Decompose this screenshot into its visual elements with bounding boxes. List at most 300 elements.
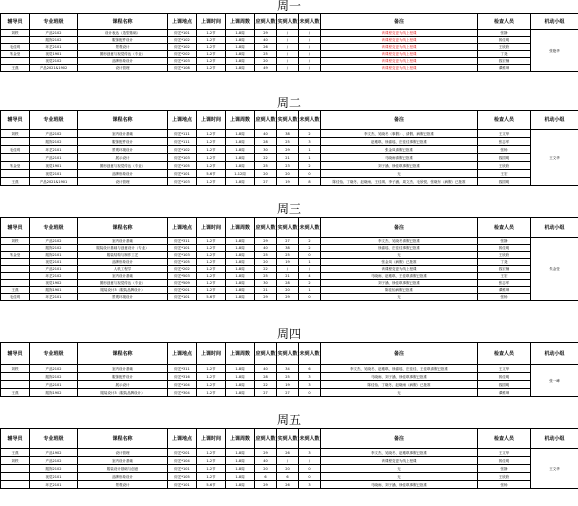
header-weeks: 上课周数 xyxy=(226,343,255,365)
table-row xyxy=(1,365,578,373)
supervisor-cell: 王燕 xyxy=(1,449,30,457)
course-cell: 景观设计 xyxy=(78,481,168,489)
weeks-cell: 1-12周 xyxy=(226,170,255,178)
header-weeks: 上课周数 xyxy=(226,14,255,30)
remarks-cell: 马晓雨、刘子涵、徐佳琪事假已批准 xyxy=(321,373,478,381)
actual-cell: 38 xyxy=(277,130,299,138)
absent-cell: 0 xyxy=(299,465,321,473)
supervisor-cell: 朱金莹 xyxy=(1,252,30,259)
course-cell: 室内设计基础 xyxy=(78,273,168,280)
supervisor-cell xyxy=(1,266,30,273)
expected-cell: 25 xyxy=(255,51,277,58)
course-cell: 服饰配件设计 xyxy=(78,37,168,44)
remarks-cell: 马晓雨请假已批准 xyxy=(321,154,478,162)
location-cell: 综艺*201 xyxy=(168,449,197,457)
header-actual: 实到人数 xyxy=(277,218,299,238)
class-cell: 视觉1901 xyxy=(30,162,78,170)
absent-cell: 0 xyxy=(299,473,321,481)
course-cell: 品牌形象设计 xyxy=(78,473,168,481)
course-cell: 设计管理 xyxy=(78,178,168,186)
inspector-cell: 丁尧 xyxy=(478,259,531,266)
time-cell: 1-2节 xyxy=(197,58,226,65)
weeks-cell: 1-8周 xyxy=(226,162,255,170)
table-row xyxy=(1,65,578,72)
header-absent: 未到人数 xyxy=(299,218,321,238)
table-row xyxy=(1,162,578,170)
weeks-cell: 1-8周 xyxy=(226,130,255,138)
course-cell: 室内设计基础 xyxy=(78,238,168,245)
actual-cell: / xyxy=(277,44,299,51)
time-cell: 5-6节 xyxy=(197,481,226,489)
class-cell: 服饰2102 xyxy=(30,465,78,473)
absent-cell: 2 xyxy=(299,130,321,138)
time-cell: 1-2节 xyxy=(197,146,226,154)
remarks-cell: 张金凤（病假）已批准 xyxy=(321,259,478,266)
supervisor-cell: 王燕 xyxy=(1,65,30,72)
header-absent: 未到人数 xyxy=(299,343,321,365)
course-cell: 设计表达（造型基础） xyxy=(78,30,168,37)
inspector-cell: 钱国明 xyxy=(478,381,531,389)
time-cell: 1-2节 xyxy=(197,154,226,162)
weeks-cell: 1-8周 xyxy=(226,154,255,162)
remarks-cell: 无 xyxy=(321,294,478,301)
absent-cell: 1 xyxy=(299,146,321,154)
supervisor-cell xyxy=(1,280,30,287)
remarks-cell: 无 xyxy=(321,252,478,259)
day-table xyxy=(0,428,578,489)
time-cell: 1-2节 xyxy=(197,138,226,146)
inspector-cell: 钱国明 xyxy=(478,178,531,186)
table-row xyxy=(1,449,578,457)
header-inspector: 检查人员 xyxy=(478,14,531,30)
header-expected: 应到人数 xyxy=(255,343,277,365)
header-weeks: 上课周数 xyxy=(226,218,255,238)
absent-cell: 3 xyxy=(299,138,321,146)
course-cell: 室内设计基础 xyxy=(78,130,168,138)
expected-cell: 40 xyxy=(255,457,277,465)
header-supervisor: 辅导员 xyxy=(1,429,30,449)
course-cell: 景观设计 xyxy=(78,44,168,51)
table-row xyxy=(1,481,578,489)
location-cell: 综艺*101 xyxy=(168,481,197,489)
expected-cell: 49 xyxy=(255,65,277,72)
weeks-cell: 1-8周 xyxy=(226,287,255,294)
actual-cell: / xyxy=(277,37,299,44)
header-expected: 应到人数 xyxy=(255,218,277,238)
header-group: 机动小组 xyxy=(531,218,578,238)
weeks-cell: 1-8周 xyxy=(226,51,255,58)
location-cell: 综艺*202 xyxy=(168,266,197,273)
header-location: 上课地点 xyxy=(168,111,197,130)
supervisor-cell xyxy=(1,154,30,162)
actual-cell: 19 xyxy=(277,381,299,389)
header-actual: 实到人数 xyxy=(277,343,299,365)
course-cell: 服装结构与制作工艺 xyxy=(78,252,168,259)
header-time: 上课时间 xyxy=(197,218,226,238)
header-major_class: 专业班级 xyxy=(30,343,78,365)
class-cell: 产品2102 xyxy=(30,238,78,245)
location-cell: 综艺*102 xyxy=(168,37,197,44)
inspector-cell: 王欣欣 xyxy=(478,252,531,259)
class-cell: 视觉1901 xyxy=(30,51,78,58)
table-row xyxy=(1,294,578,301)
weeks-cell: 1-8周 xyxy=(226,238,255,245)
header-time: 上课时间 xyxy=(197,111,226,130)
table-row xyxy=(1,457,578,465)
course-cell: 服饰配件设计 xyxy=(78,373,168,381)
table-row xyxy=(1,44,578,51)
inspector-cell: 王文华 xyxy=(478,365,531,373)
expected-cell: 20 xyxy=(255,58,277,65)
location-cell: 综艺*108 xyxy=(168,65,197,72)
weeks-cell: 1-8周 xyxy=(226,58,255,65)
header-course: 课程名称 xyxy=(78,218,168,238)
location-cell: 综艺*201 xyxy=(168,287,197,294)
actual-cell: 29 xyxy=(277,294,299,301)
header-row xyxy=(1,14,578,30)
location-cell: 综艺*101 xyxy=(168,170,197,178)
inspector-cell: 张静 xyxy=(478,465,531,473)
class-cell: 环艺2101 xyxy=(30,146,78,154)
class-cell: 视觉2101 xyxy=(30,473,78,481)
supervisor-cell: 刘轶 xyxy=(1,30,30,37)
group-cell: 王文华 xyxy=(531,130,578,186)
supervisor-cell xyxy=(1,37,30,44)
weeks-cell: 1-8周 xyxy=(226,252,255,259)
remarks-cell: 李文杰、吴晓冬、赵雅琪事假已批准 xyxy=(321,449,478,457)
table-row xyxy=(1,473,578,481)
course-cell: 设计管理 xyxy=(78,65,168,72)
inspector-cell: 张杨 xyxy=(478,146,531,154)
header-row xyxy=(1,218,578,238)
expected-cell: 20 xyxy=(255,465,277,473)
remarks-cell: 该课程变更为线上授课 xyxy=(321,51,478,58)
inspector-cell: 王宏 xyxy=(478,273,531,280)
absent-cell: 2 xyxy=(299,245,321,252)
inspector-cell: 王文华 xyxy=(478,130,531,138)
supervisor-cell: 毛佳玥 xyxy=(1,294,30,301)
remarks-cell: 该课程变更为线上授课 xyxy=(321,37,478,44)
header-major_class: 专业班级 xyxy=(30,111,78,130)
location-cell: 综艺*503 xyxy=(168,273,197,280)
time-cell: 1-2节 xyxy=(197,30,226,37)
supervisor-cell xyxy=(1,273,30,280)
time-cell: 1-2节 xyxy=(197,266,226,273)
header-expected: 应到人数 xyxy=(255,429,277,449)
location-cell: 综艺*103 xyxy=(168,252,197,259)
header-group: 机动小组 xyxy=(531,343,578,365)
class-cell: 产品2101 xyxy=(30,154,78,162)
weeks-cell: 1-8周 xyxy=(226,365,255,373)
time-cell: 5-6节 xyxy=(197,294,226,301)
remarks-cell: 陈佳怡病假已批准 xyxy=(321,287,478,294)
actual-cell: 6 xyxy=(277,473,299,481)
location-cell: 综艺*111 xyxy=(168,138,197,146)
time-cell: 1-2节 xyxy=(197,51,226,58)
class-cell: 产品2102 xyxy=(30,130,78,138)
supervisor-cell: 刘轶 xyxy=(1,238,30,245)
expected-cell: 29 xyxy=(255,30,277,37)
inspector-cell: 郭佳明 xyxy=(478,373,531,381)
absent-cell: 8 xyxy=(299,178,321,186)
class-cell: 视觉2101 xyxy=(30,259,78,266)
header-actual: 实到人数 xyxy=(277,111,299,130)
expected-cell: 29 xyxy=(255,449,277,457)
header-major_class: 专业班级 xyxy=(30,14,78,30)
location-cell: 综艺*311 xyxy=(168,238,197,245)
table-row xyxy=(1,252,578,259)
actual-cell: 20 xyxy=(277,465,299,473)
supervisor-cell xyxy=(1,481,30,489)
day-title: 周二 xyxy=(276,96,301,110)
remarks-cell: 张金凤请假已批准 xyxy=(321,146,478,154)
actual-cell: / xyxy=(277,65,299,72)
supervisor-cell xyxy=(1,259,30,266)
header-remarks: 备注 xyxy=(321,343,478,365)
group-cell: 张艳华 xyxy=(531,30,578,72)
course-cell: 景观环境设计 xyxy=(78,146,168,154)
absent-cell: 0 xyxy=(299,252,321,259)
location-cell: 综艺*103 xyxy=(168,154,197,162)
actual-cell: 28 xyxy=(277,280,299,287)
header-remarks: 备注 xyxy=(321,429,478,449)
supervisor-cell: 刘轶 xyxy=(1,365,30,373)
class-cell: 环艺2101 xyxy=(30,294,78,301)
location-cell: 综艺*304 xyxy=(168,389,197,397)
header-major_class: 专业班级 xyxy=(30,429,78,449)
weeks-cell: 1-8周 xyxy=(226,37,255,44)
expected-cell: 22 xyxy=(255,154,277,162)
supervisor-cell: 王燕 xyxy=(1,287,30,294)
header-inspector: 检查人员 xyxy=(478,343,531,365)
time-cell: 1-2节 xyxy=(197,252,226,259)
group-cell: 张一峰 xyxy=(531,365,578,397)
weeks-cell: 1-8周 xyxy=(226,245,255,252)
table-row xyxy=(1,30,578,37)
actual-cell: 25 xyxy=(277,373,299,381)
class-cell: 产品2101 xyxy=(30,266,78,273)
header-group: 机动小组 xyxy=(531,14,578,30)
header-row xyxy=(1,111,578,130)
header-row xyxy=(1,343,578,365)
inspector-cell: 谭维坤 xyxy=(478,389,531,397)
location-cell: 综艺*202 xyxy=(168,51,197,58)
table-row xyxy=(1,138,578,146)
actual-cell: / xyxy=(277,457,299,465)
table-row xyxy=(1,465,578,473)
expected-cell: 21 xyxy=(255,287,277,294)
course-cell: 服装设计3（服装品牌设计） xyxy=(78,389,168,397)
course-cell: 景观环境设计 xyxy=(78,294,168,301)
actual-cell: / xyxy=(277,51,299,58)
location-cell: 综艺*316 xyxy=(168,373,197,381)
supervisor-cell: 朱金莹 xyxy=(1,162,30,170)
expected-cell: 6 xyxy=(255,473,277,481)
table-row xyxy=(1,51,578,58)
day-table xyxy=(0,342,578,397)
time-cell: 1-2节 xyxy=(197,381,226,389)
day-table xyxy=(0,217,578,301)
course-cell: 设计管理 xyxy=(78,449,168,457)
actual-cell: 34 xyxy=(277,365,299,373)
absent-cell: 0 xyxy=(299,389,321,397)
inspector-cell: 谭维坤 xyxy=(478,65,531,72)
header-remarks: 备注 xyxy=(321,14,478,30)
absent-cell: / xyxy=(299,457,321,465)
weeks-cell: 1-8周 xyxy=(226,44,255,51)
header-inspector: 检查人员 xyxy=(478,429,531,449)
weeks-cell: 1-8周 xyxy=(226,138,255,146)
time-cell: 1-2节 xyxy=(197,449,226,457)
inspector-cell: 谭维坤 xyxy=(478,287,531,294)
class-cell: 产品2102 xyxy=(30,365,78,373)
absent-cell: / xyxy=(299,51,321,58)
day-table xyxy=(0,13,578,72)
actual-cell: 19 xyxy=(277,259,299,266)
header-weeks: 上课周数 xyxy=(226,429,255,449)
absent-cell: 2 xyxy=(299,238,321,245)
expected-cell: 40 xyxy=(255,130,277,138)
table-row xyxy=(1,154,578,162)
weeks-cell: 1-8周 xyxy=(226,449,255,457)
absent-cell: 3 xyxy=(299,481,321,489)
weeks-cell: 1-8周 xyxy=(226,30,255,37)
class-cell: 视觉1902 xyxy=(30,280,78,287)
table-row xyxy=(1,273,578,280)
actual-cell: 27 xyxy=(277,238,299,245)
weeks-cell: 1-8周 xyxy=(226,473,255,481)
inspector-cell: 张杨 xyxy=(478,481,531,489)
location-cell: 综艺*101 xyxy=(168,294,197,301)
remarks-cell: 该课程变更为线上授课 xyxy=(321,266,478,273)
remarks-cell: 该课程变更为线上授课 xyxy=(321,58,478,65)
expected-cell: 22 xyxy=(255,381,277,389)
inspector-cell: 张静 xyxy=(478,30,531,37)
time-cell: 1-2节 xyxy=(197,238,226,245)
supervisor-cell xyxy=(1,465,30,473)
header-expected: 应到人数 xyxy=(255,111,277,130)
actual-cell: 29 xyxy=(277,146,299,154)
weeks-cell: 1-8周 xyxy=(226,178,255,186)
location-cell: 综艺*103 xyxy=(168,58,197,65)
header-absent: 未到人数 xyxy=(299,14,321,30)
supervisor-cell: 毛佳玥 xyxy=(1,146,30,154)
time-cell: 1-2节 xyxy=(197,373,226,381)
header-time: 上课时间 xyxy=(197,343,226,365)
group-cell: 朱金莹 xyxy=(531,238,578,301)
expected-cell: 30 xyxy=(255,146,277,154)
header-supervisor: 辅导员 xyxy=(1,111,30,130)
actual-cell: / xyxy=(277,266,299,273)
course-cell: 图形创意与视觉传达（专业） xyxy=(78,51,168,58)
class-cell: 环艺2102 xyxy=(30,273,78,280)
actual-cell: 20 xyxy=(277,170,299,178)
class-cell: 服饰2102 xyxy=(30,245,78,252)
absent-cell: 0 xyxy=(299,294,321,301)
class-cell: 服饰2102 xyxy=(30,37,78,44)
table-row xyxy=(1,259,578,266)
time-cell: 1-2节 xyxy=(197,37,226,44)
expected-cell: 29 xyxy=(255,294,277,301)
weeks-cell: 1-8周 xyxy=(226,280,255,287)
absent-cell: / xyxy=(299,37,321,44)
location-cell: 综艺*104 xyxy=(168,457,197,465)
expected-cell: 27 xyxy=(255,178,277,186)
inspector-cell: 张杨 xyxy=(478,294,531,301)
remarks-cell: 该课程变更为线上授课 xyxy=(321,44,478,51)
course-cell: 室内设计基础 xyxy=(78,365,168,373)
absent-cell: 4 xyxy=(299,273,321,280)
inspector-cell: 郭佳明 xyxy=(478,37,531,44)
table-row xyxy=(1,280,578,287)
weeks-cell: 1-8周 xyxy=(226,294,255,301)
header-row xyxy=(1,429,578,449)
header-course: 课程名称 xyxy=(78,14,168,30)
day-title: 周一 xyxy=(276,0,301,13)
table-row xyxy=(1,381,578,389)
table-row xyxy=(1,178,578,186)
class-cell: 产品2021&1901 xyxy=(30,178,78,186)
class-cell: 产品1902 xyxy=(30,449,78,457)
location-cell: 综艺*111 xyxy=(168,130,197,138)
header-absent: 未到人数 xyxy=(299,429,321,449)
table-row xyxy=(1,373,578,381)
inspector-cell: 张志军 xyxy=(478,280,531,287)
actual-cell: / xyxy=(277,58,299,65)
header-time: 上课时间 xyxy=(197,429,226,449)
time-cell: 5-6节 xyxy=(197,170,226,178)
absent-cell: 2 xyxy=(299,280,321,287)
time-cell: 1-2节 xyxy=(197,389,226,397)
supervisor-cell: 王燕 xyxy=(1,389,30,397)
class-cell: 产品2102 xyxy=(30,30,78,37)
class-cell: 视觉2101 xyxy=(30,170,78,178)
remarks-cell: 无 xyxy=(321,473,478,481)
class-cell: 产品2102 xyxy=(30,457,78,465)
actual-cell: 21 xyxy=(277,154,299,162)
table-row xyxy=(1,170,578,178)
weeks-cell: 1-8周 xyxy=(226,457,255,465)
table-row xyxy=(1,287,578,294)
expected-cell: 29 xyxy=(255,238,277,245)
class-cell: 产品2021&1902 xyxy=(30,65,78,72)
absent-cell: 1 xyxy=(299,287,321,294)
header-supervisor: 辅导员 xyxy=(1,218,30,238)
class-cell: 服饰2101 xyxy=(30,252,78,259)
inspector-cell: 郭佳明 xyxy=(478,245,531,252)
inspector-cell: 王宏 xyxy=(478,170,531,178)
inspector-cell: 张志军 xyxy=(478,138,531,146)
table-row xyxy=(1,245,578,252)
course-cell: 图形创意与视觉传达（专业） xyxy=(78,280,168,287)
supervisor-cell xyxy=(1,373,30,381)
absent-cell: / xyxy=(299,30,321,37)
time-cell: 1-2节 xyxy=(197,365,226,373)
actual-cell: 26 xyxy=(277,449,299,457)
supervisor-cell: 王燕 xyxy=(1,178,30,186)
time-cell: 1-2节 xyxy=(197,465,226,473)
time-cell: 1-2节 xyxy=(197,273,226,280)
header-course: 课程名称 xyxy=(78,111,168,130)
header-location: 上课地点 xyxy=(168,14,197,30)
course-cell: 品牌形象设计 xyxy=(78,170,168,178)
table-row xyxy=(1,58,578,65)
location-cell: 综艺*102 xyxy=(168,146,197,154)
remarks-cell: 该课程变更为线上授课 xyxy=(321,65,478,72)
inspector-cell: 钱宏楠 xyxy=(478,266,531,273)
header-location: 上课地点 xyxy=(168,343,197,365)
header-absent: 未到人数 xyxy=(299,111,321,130)
